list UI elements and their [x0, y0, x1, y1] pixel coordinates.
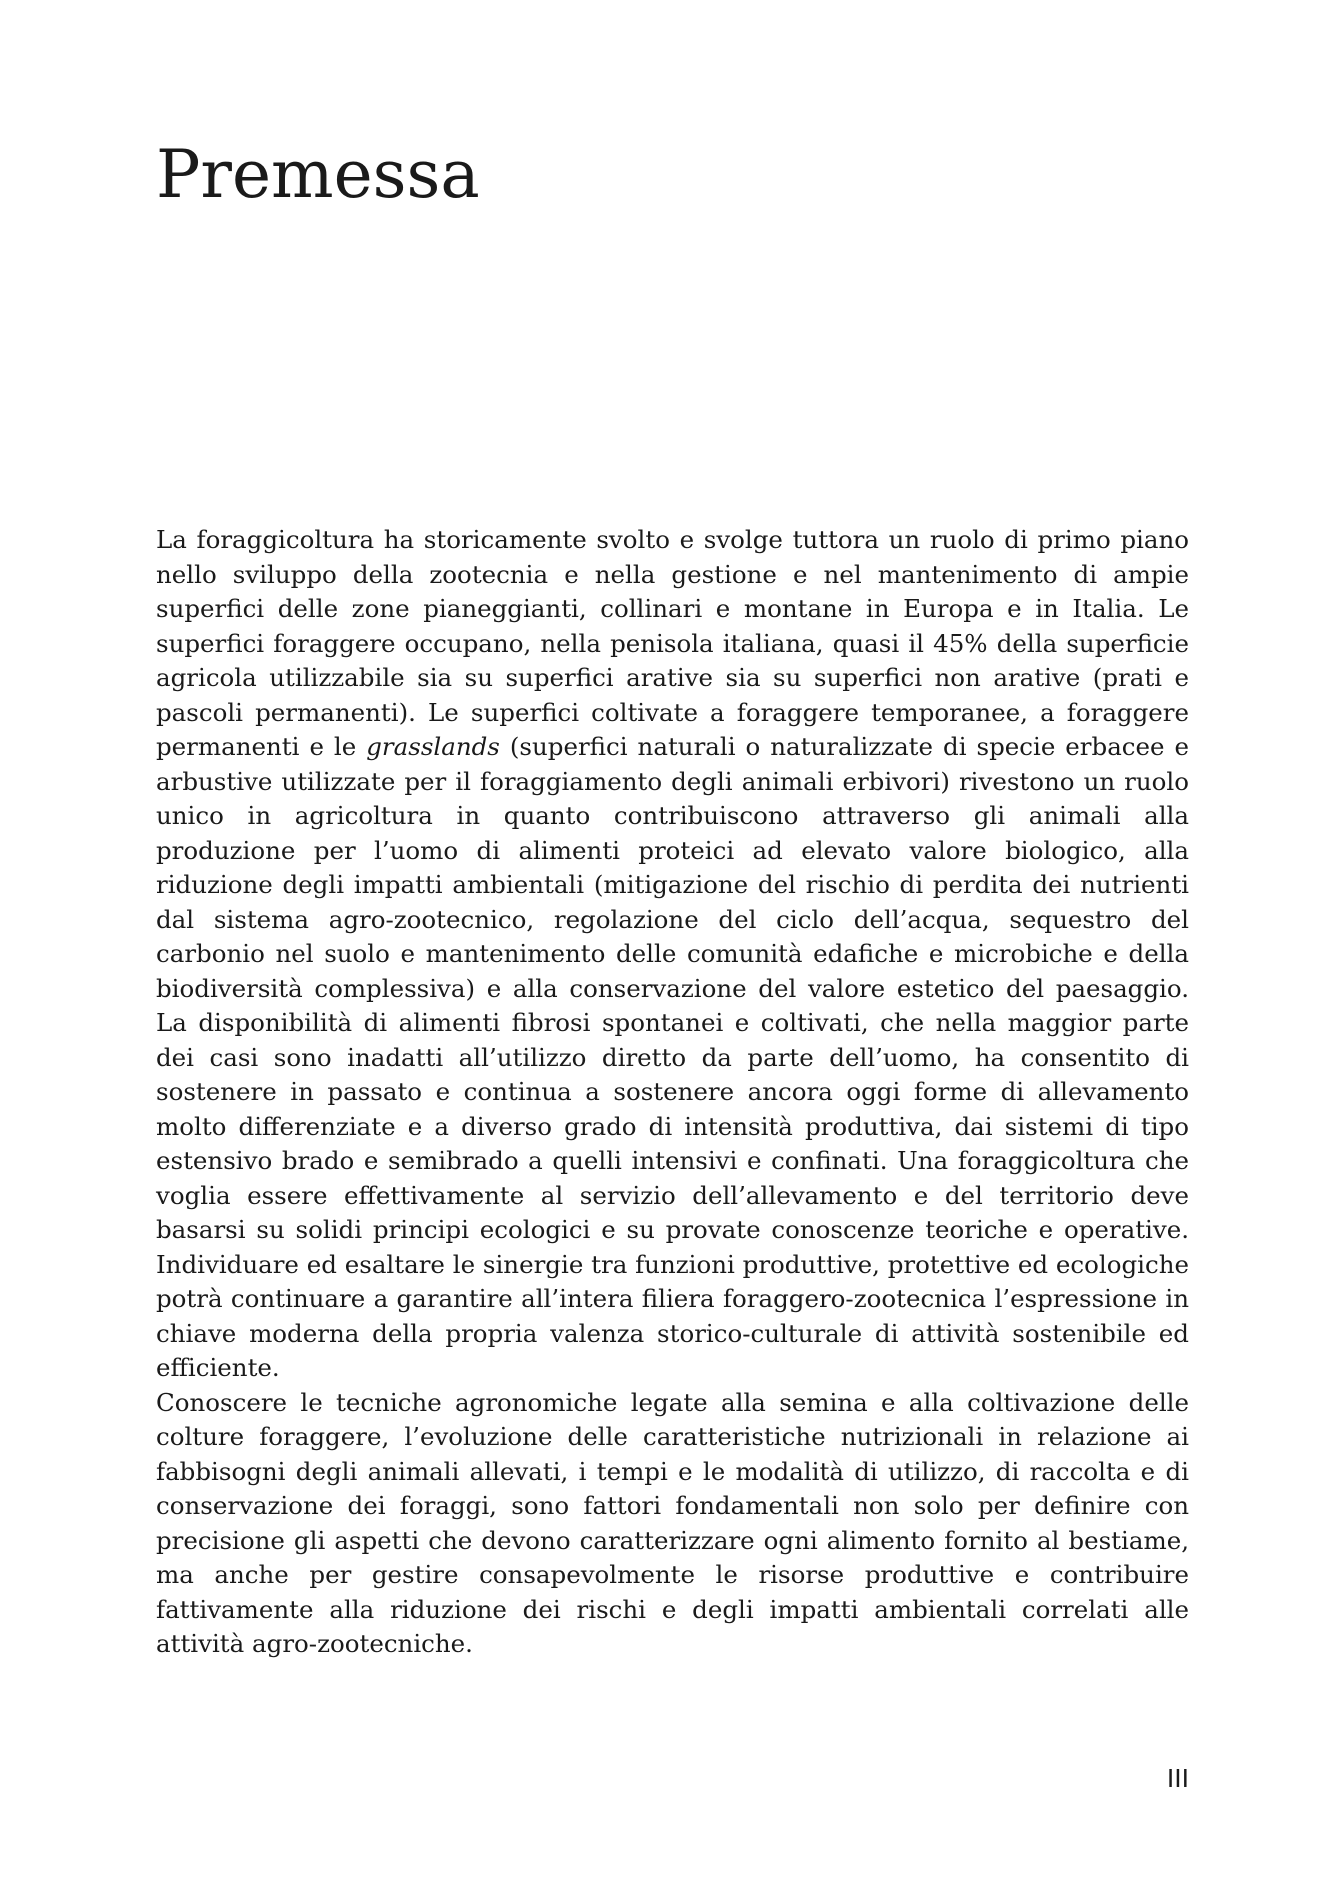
paragraph-1	[156, 523, 1189, 1386]
page-title: Premessa	[156, 136, 480, 213]
body-text	[156, 523, 1189, 1662]
paragraph-1-text-start: La foraggicoltura ha storicamente svolto e svolge tuttora un ruolo di primo piano nello sviluppo della zootecnia e nella gestione e nel mantenimento di ampie superfici delle zone pianeggianti, collinari e montane in Europa e in Italia. Le superfici foraggere occupano, nella penisola italiana, quasi il 45% della superficie agricola utilizzabile sia su superfici arative sia su superfici non arative (prati e pascoli permanenti). Le superfici coltivate a foraggere temporanee, a foraggere permanenti e le	[156, 525, 1189, 761]
italic-term: grasslands	[366, 732, 500, 761]
page-number: III	[1166, 1764, 1189, 1793]
paragraph-1-text-end: (superfici naturali o naturalizzate di specie erbacee e arbustive utilizzate per il foraggiamento degli animali erbivori) rivestono un ruolo unico in agricoltura in quanto contribuiscono attraverso gli animali alla produzione per l’uomo di alimenti proteici ad elevato valore biologico, alla riduzione degli impatti ambientali (mitigazione del rischio di perdita dei nutrienti dal sistema agro-zootecnico, regolazione del ciclo dell’acqua, sequestro del carbonio nel suolo e mantenimento delle comunità edafiche e microbiche e della biodiversità complessiva) e alla conservazione del valore estetico del paesaggio. La disponibilità di alimenti fibrosi spontanei e coltivati, che nella maggior parte dei casi sono inadatti all’utilizzo diretto da parte dell’uomo, ha consentito di sostenere in passato e continua a sostenere ancora oggi forme di allevamento molto differenziate e a diverso grado di intensità produttiva, dai sistemi di tipo estensivo brado e semibrado a quelli intensivi e confinati. Una foraggicoltura che voglia essere effettivamente al servizio dell’allevamento e del territorio deve basarsi su solidi principi ecologici e su provate conoscenze teoriche e operative. Individuare ed esaltare le sinergie tra funzioni produttive, protettive ed ecologiche potrà continuare a garantire all’intera filiera foraggero-zootecnica l’espressione in chiave moderna della propria valenza storico-culturale di attività sostenibile ed efficiente.	[156, 732, 1189, 1382]
paragraph-2: Conoscere le tecniche agronomiche legate alla semina e alla coltivazione delle colture foraggere, l’evoluzione delle caratteristiche nutrizionali in relazione ai fabbisogni degli animali allevati, i tempi e le modalità di utilizzo, di raccolta e di conservazione dei foraggi, sono fattori fondamentali non solo per definire con precisione gli aspetti che devono caratterizzare ogni alimento fornito al bestiame, ma anche per gestire consapevolmente le risorse produttive e contribuire fattivamente alla riduzione dei rischi e degli impatti ambientali correlati alle attività agro-zootecniche.	[156, 1387, 1189, 1658]
